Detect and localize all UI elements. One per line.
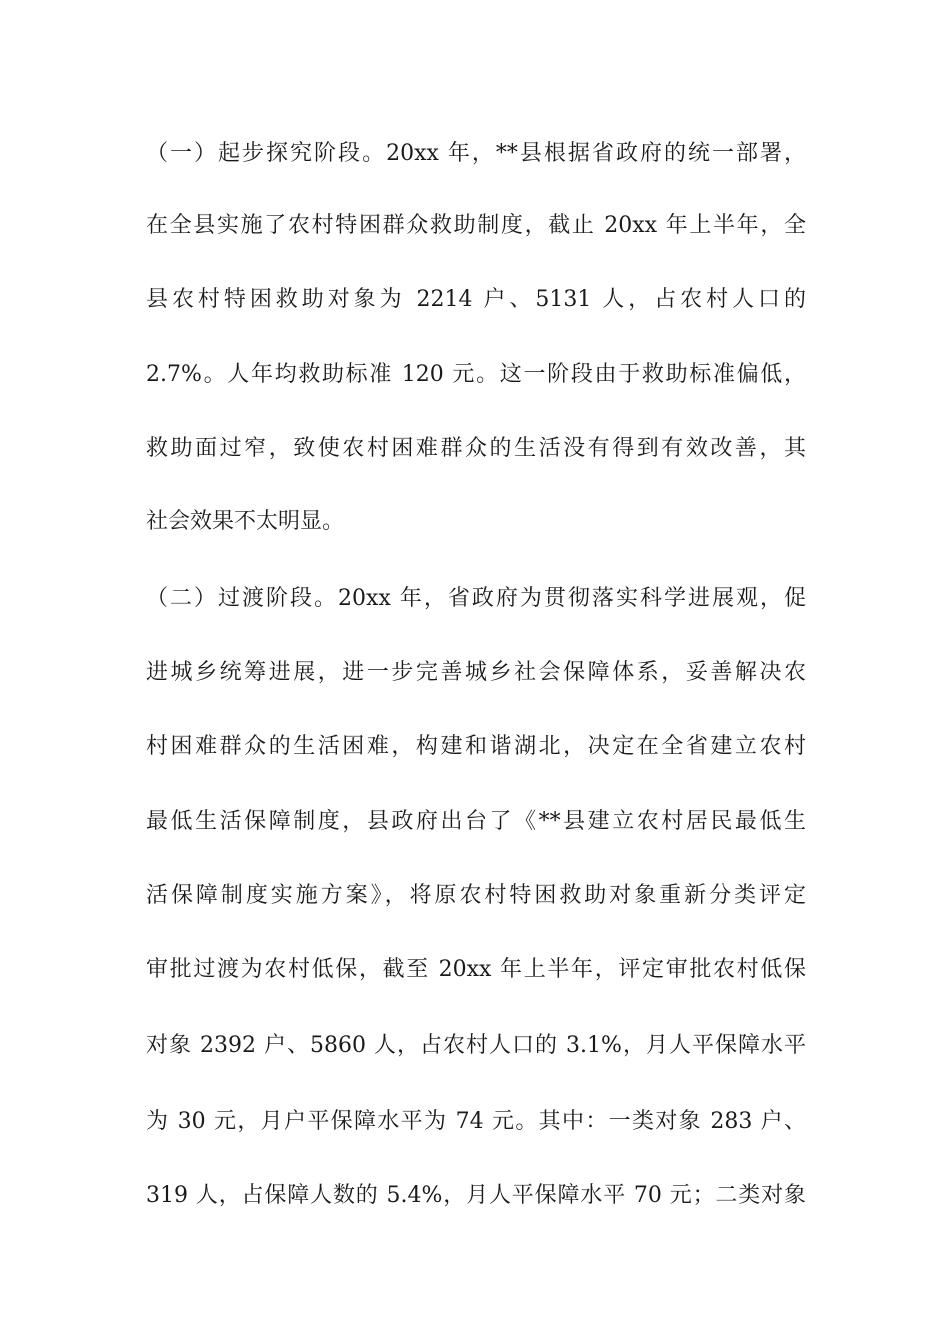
text-line-9: 村困难群众的生活困难，构建和谐湖北，决定在全省建立农村 [146, 734, 806, 759]
text-line-7: （二）过渡阶段。20xx 年，省政府为贯彻落实科学进展观，促 [146, 586, 806, 611]
text-line-1: （一）起步探究阶段。20xx 年，**县根据省政府的统一部署， [146, 141, 806, 166]
text-line-4: 2.7%。人年均救助标准 120 元。这一阶段由于救助标准偏低， [146, 362, 806, 387]
text-line-5: 救助面过窄，致使农村困难群众的生活没有得到有效改善，其 [146, 436, 806, 461]
text-line-2: 在全县实施了农村特困群众救助制度，截止 20xx 年上半年，全 [146, 213, 806, 238]
text-line-14: 为 30 元，月户平保障水平为 74 元。其中：一类对象 283 户、 [146, 1109, 806, 1134]
text-line-6: 社会效果不太明显。 [146, 509, 345, 534]
text-line-10: 最低生活保障制度，县政府出台了《**县建立农村居民最低生 [146, 809, 806, 834]
text-line-15: 319 人，占保障人数的 5.4%，月人平保障水平 70 元；二类对象 [146, 1183, 806, 1208]
text-line-11: 活保障制度实施方案》，将原农村特困救助对象重新分类评定 [146, 883, 806, 908]
text-line-12: 审批过渡为农村低保，截至 20xx 年上半年，评定审批农村低保 [146, 957, 806, 982]
text-line-3: 县农村特困救助对象为 2214 户、5131 人，占农村人口的 [146, 287, 806, 312]
text-line-8: 进城乡统筹进展，进一步完善城乡社会保障体系，妥善解决农 [146, 660, 806, 685]
text-line-13: 对象 2392 户、5860 人，占农村人口的 3.1%，月人平保障水平 [146, 1033, 806, 1058]
